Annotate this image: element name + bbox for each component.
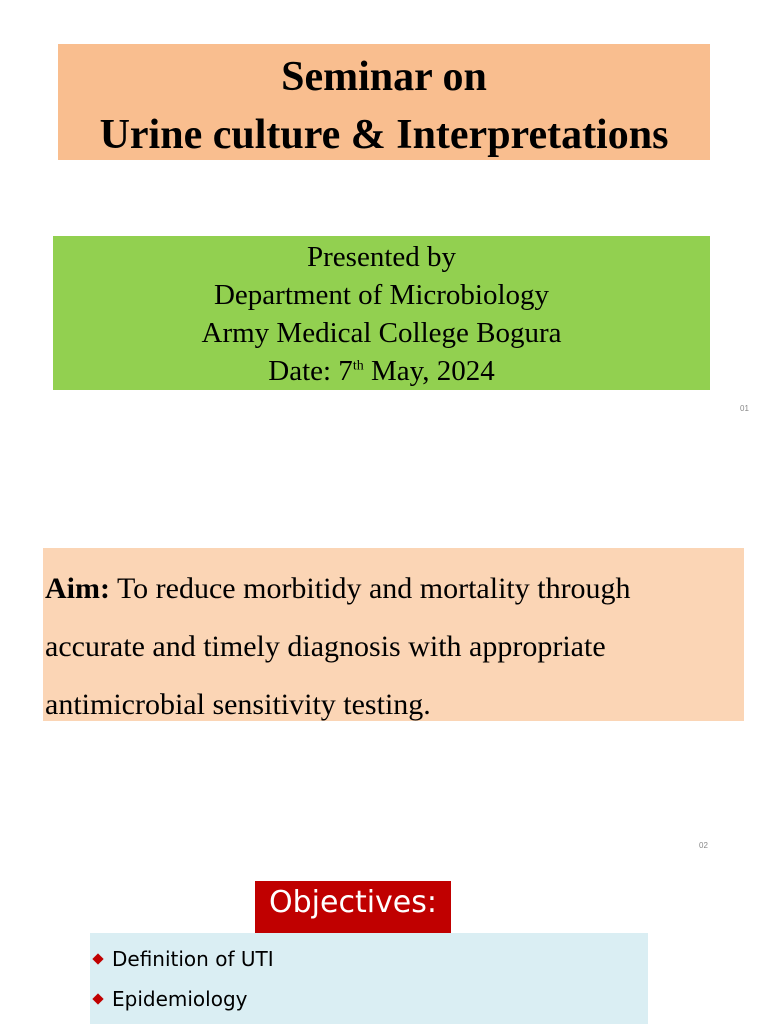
objectives-list: [90, 933, 648, 1024]
seminar-title-line2: Urine culture & Interpretations: [99, 112, 669, 158]
aim-line-2: accurate and timely diagnosis with appropriate: [45, 630, 606, 663]
diamond-bullet-icon: [92, 953, 103, 964]
aim-line-3: antimicrobial sensitivity testing.: [45, 688, 431, 721]
objectives-heading: Objectives:: [255, 881, 451, 933]
date-prefix: Date: 7: [268, 355, 353, 387]
aim-line-1: [45, 569, 631, 609]
date-ordinal-suffix: th: [352, 358, 364, 374]
objective-label: Epidemiology: [112, 987, 248, 1011]
aim-box: [43, 548, 744, 721]
diamond-bullet-icon: [92, 993, 103, 1004]
list-item: [92, 944, 274, 974]
seminar-title-line1: Seminar on: [281, 54, 487, 100]
title-box: [58, 44, 710, 160]
aim-text-1: To reduce morbitidy and mortality through: [109, 572, 631, 605]
page-number-1: 01: [740, 404, 749, 413]
aim-label: Aim:: [45, 572, 110, 605]
presenter-box: [53, 236, 710, 390]
department-name: Department of Microbiology: [213, 279, 550, 311]
page-number-2: 02: [699, 841, 708, 850]
presentation-date: [53, 352, 710, 390]
objective-label: Definition of UTI: [112, 947, 274, 971]
date-suffix: May, 2024: [363, 355, 495, 387]
college-name: Army Medical College Bogura: [201, 317, 562, 349]
presented-by-label: Presented by: [307, 241, 456, 273]
list-item: [92, 984, 248, 1014]
